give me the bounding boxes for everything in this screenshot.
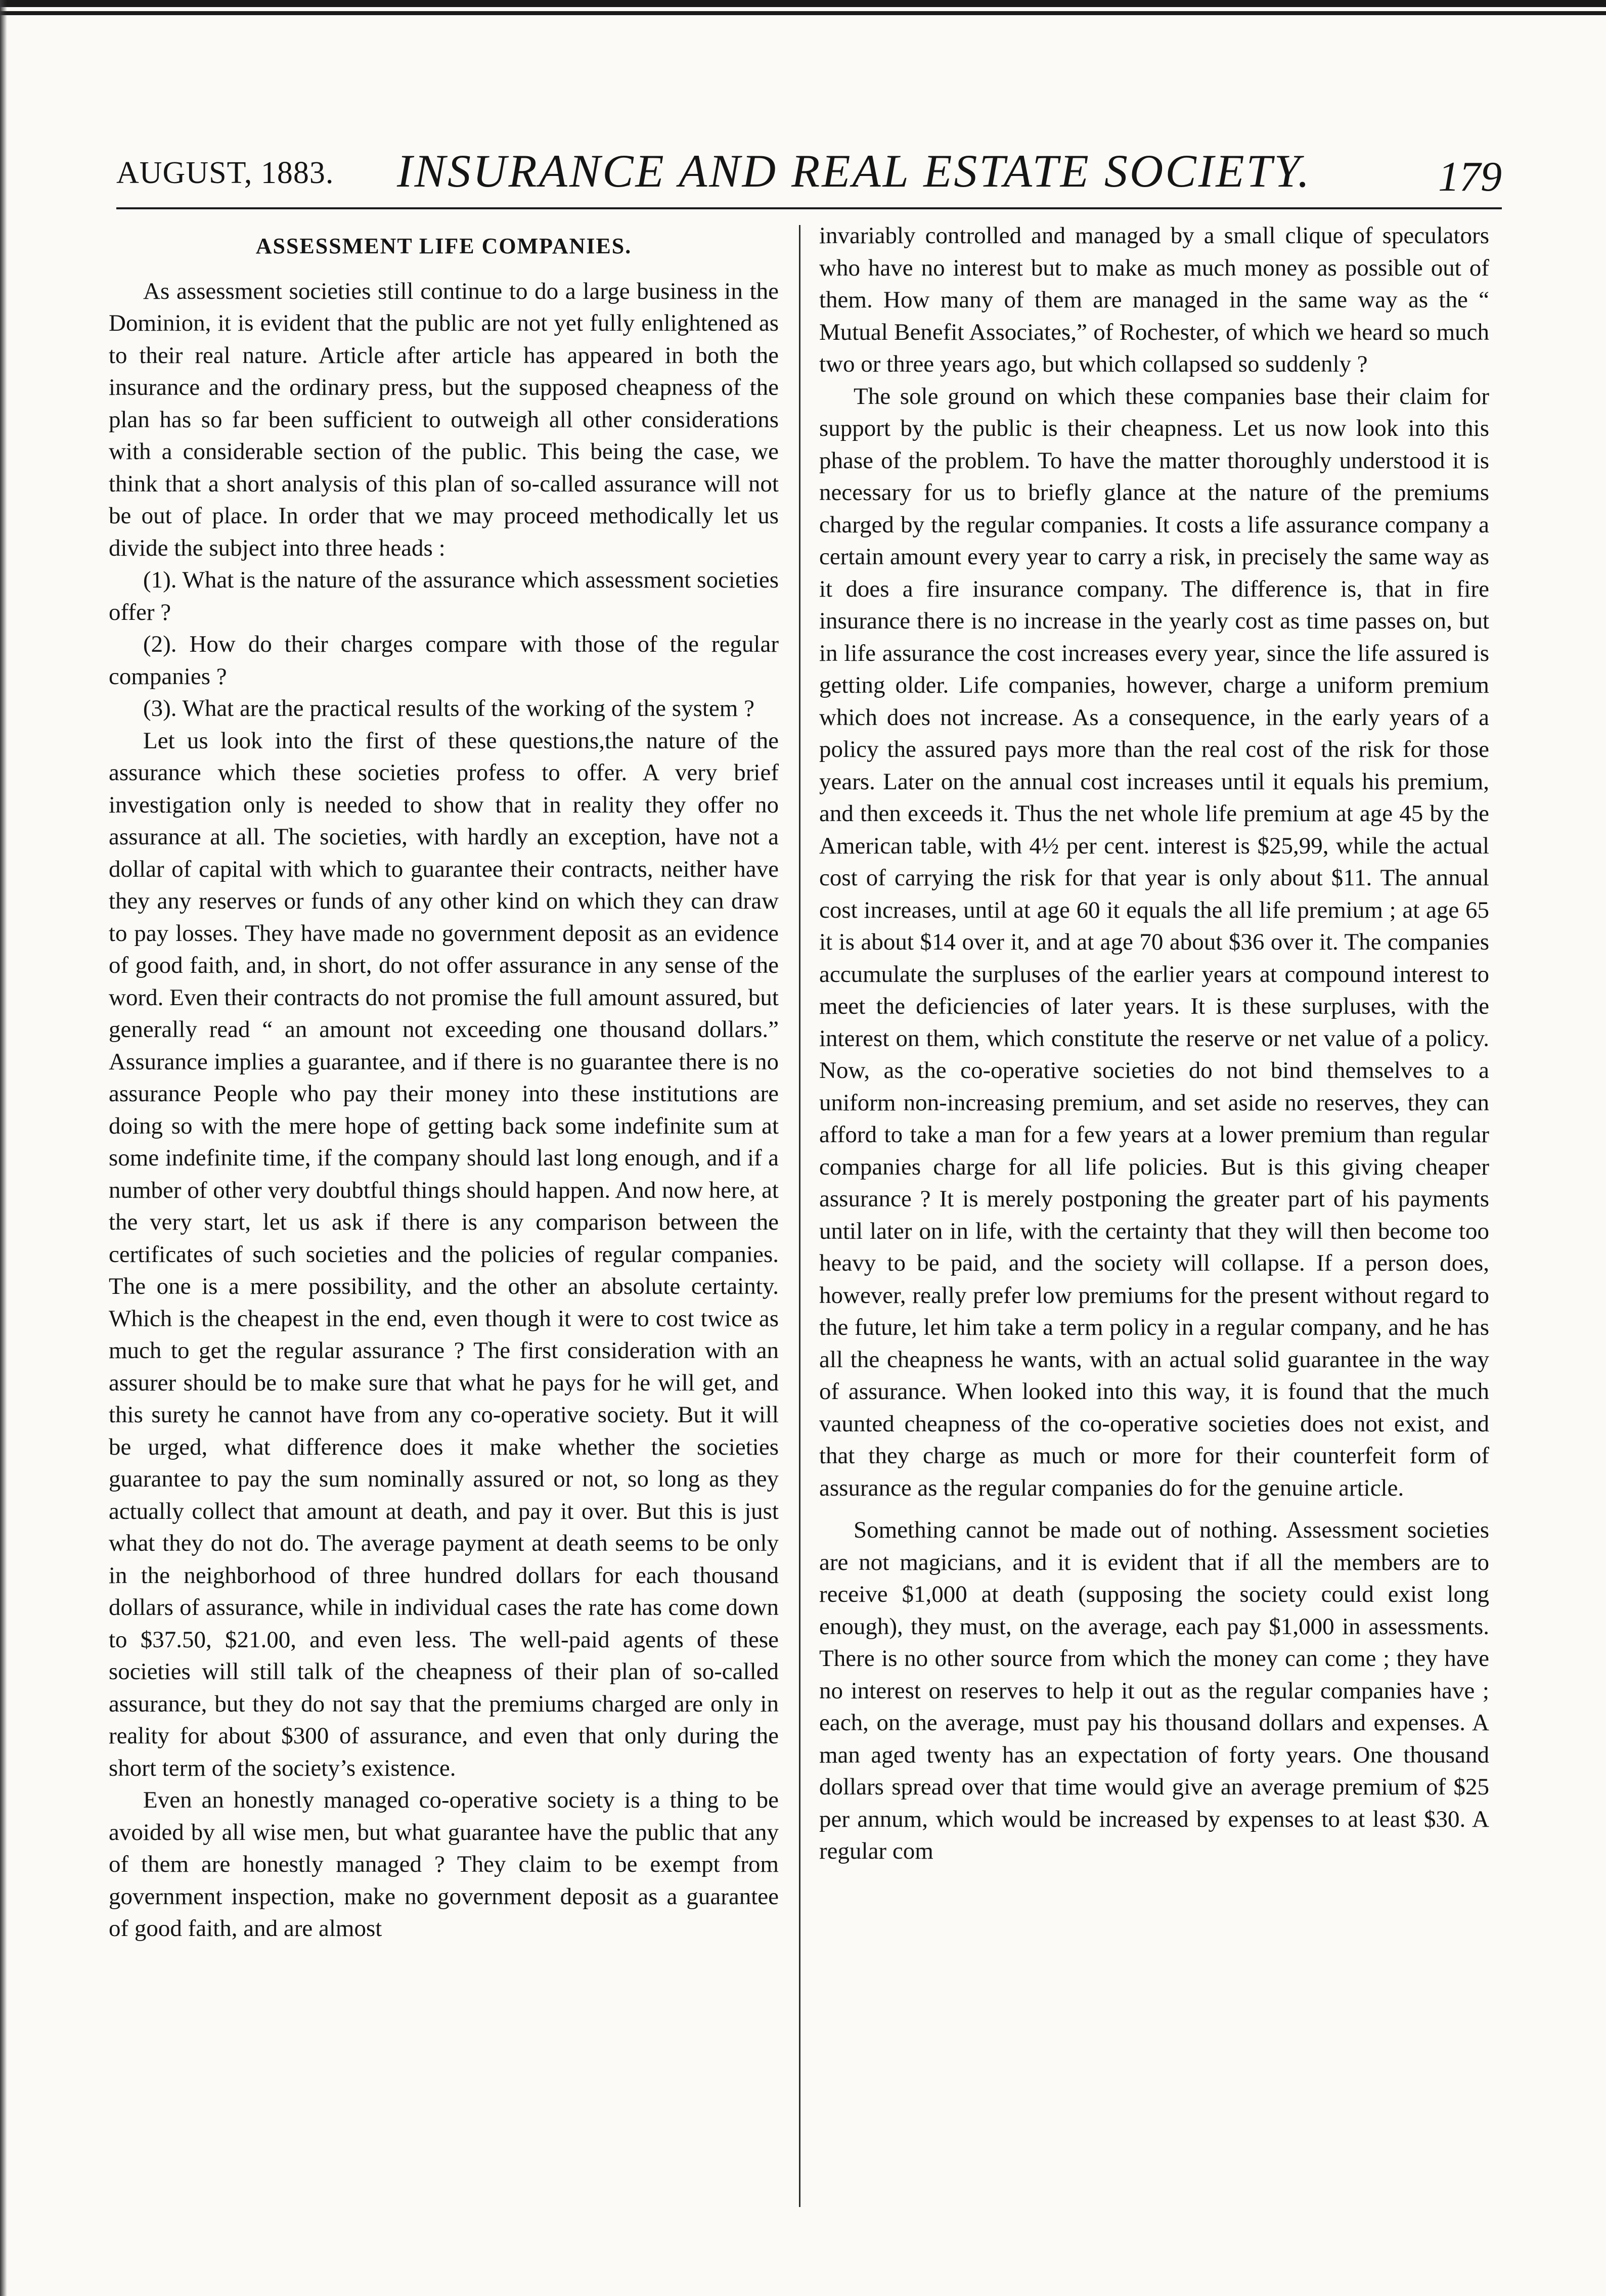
paragraph: The sole ground on which these companies base their claim for support by the public is their cheapness. Let us now look into this phase of the problem. To have the matter thoroughly understood it is necessary for us to briefly glance at the nature of the premiums charged by the regular companies. It costs a life assurance company a certain amount every year to carry a risk, in precisely the same way as it does a fire insurance company. The difference is, that in fire insurance there is no increase in the yearly cost as time passes on, but in life assurance the cost increases every year, since the life assured is getting older. Life companies, however, charge a uniform premium which does not increase. As a consequence, in the early years of a policy the assured pays more than the real cost of the risk for those years. Later on the annual cost increases until it equals his premium, and then exceeds it. Thus the net whole life premium at age 45 by the American table, with 4½ per cent. interest is $25,99, while the actual cost of carrying the risk for that year is only about $11. The annual cost increases, until at age 60 it equals the all life premium ; at age 65 it is about $14 over it, and at age 70 about $36 over it. The companies accumulate the surpluses of the earlier years at compound interest to meet the deficiencies of later years. It is these surpluses, with the interest on them, which constitute the reserve or net value of a policy. Now, as the co-operative societies do not bind themselves to a uniform non-increasing premium, and set aside no reserves, they can afford to take a man for a few years at a lower premium than regular companies charge for all life policies. But is this giving cheaper assurance ? It is merely postponing the greater part of his payments until later on in life, with the certainty that they will then become too heavy to be paid, and the society will collapse. If a person does, however, really prefer low premiums for the present without regard to the future, let him take a term policy in a regular company, and he has all the cheapness he wants, with an actual solid guarantee in the way of assurance. When looked into this way, it is found that the much vaunted cheapness of the co-operative societies does not exist, and that they charge as much or more for their counterfeit form of assurance as the regular companies do for the genuine article.: [819, 383, 1489, 1501]
question-item: (2). How do their charges compare with those of the regular companies ?: [109, 631, 779, 690]
question-item: (3). What are the practical results of the working of the system ?: [143, 695, 754, 722]
paragraph: Even an honestly managed co-operative society is a thing to be avoided by all wise men, but what guarantee have the public that any of them are honestly managed ? They claim to be exempt from government inspection, make no government deposit as a guarantee of good faith, and are almost: [109, 1787, 779, 1942]
article-title: ASSESSMENT LIFE COMPANIES.: [255, 234, 632, 258]
top-border-rule: [0, 0, 1606, 20]
header-rule: [116, 207, 1502, 209]
running-header: [116, 144, 1502, 220]
left-column: [109, 220, 779, 1945]
header-date: AUGUST, 1883.: [116, 156, 334, 190]
question-item: (1). What is the nature of the assurance which assessment societies offer ?: [109, 567, 779, 625]
journal-title: INSURANCE AND REAL ESTATE SOCIETY.: [397, 145, 1312, 197]
page-edge-shadow: [0, 0, 7, 2296]
column-divider: [799, 225, 800, 2207]
paragraph-continued: invariably controlled and managed by a small clique of speculators who have no interest but to make as much money as possible out of them. How many of them are managed in the same way as the “ Mutual Benefit Associates,” of Rochester, of which we heard so much two or three years ago, but which collapsed so suddenly ?: [819, 222, 1489, 377]
right-column: [819, 220, 1489, 1868]
paragraph: Let us look into the first of these questions,the nature of the assurance which these societies profess to offer. A very brief investigation only is needed to show that in reality they offer no assurance at all. The societies, with hardly an exception, have not a dollar of capital with which to guarantee their contracts, neither have they any reserves or funds of any other kind on which they can draw to pay losses. They have made no government deposit as an evidence of good faith, and, in short, do not offer assurance in any sense of the word. Even their contracts do not promise the full amount assured, but generally read “ an amount not exceeding one thousand dollars.” Assurance implies a guarantee, and if there is no guarantee there is no assurance People who pay their money into these institutions are doing so with the mere hope of getting back some indefinite sum at some indefinite time, if the company should last long enough, and if a number of other very doubtful things should happen. And now here, at the very start, let us ask if there is any comparison between the certificates of such societies and the policies of regular companies. The one is a mere possibility, and the other an absolute certainty. Which is the cheapest in the end, even though it were to cost twice as much to get the regular assurance ? The first consideration with an assurer should be to make sure that what he pays for he will get, and this surety he cannot have from any co-operative society. But it will be urged, what difference does it make whether the societies guarantee to pay the sum nominally assured or not, so long as they actually collect that amount at death, and pay it over. But this is just what they do not do. The average payment at death seems to be only in the neighborhood of three hundred dollars for each thousand dollars of assurance, while in individual cases the rate has come down to $37.50, $21.00, and even less. The well-paid agents of these societies will still talk of the cheapness of their plan of so-called assurance, but they do not say that the premiums charged are only in reality for about $300 of assurance, and even that only during the short term of the society’s existence.: [109, 727, 779, 1781]
paragraph: As assessment societies still continue to do a large business in the Dominion, it is evident that the public are not yet fully enlightened as to their real nature. Article after article has appeared in both the insurance and the ordinary press, but the supposed cheapness of the plan has so far been sufficient to outweigh all other considerations with a considerable section of the public. This being the case, we think that a short analysis of this plan of so-called assurance will not be out of place. In order that we may proceed methodically let us divide the subject into three heads :: [109, 278, 779, 561]
page-number: 179: [1438, 153, 1502, 200]
paragraph: Something cannot be made out of nothing. Assessment societies are not magicians, and it is evident that if all the members are to receive $1,000 at death (supposing the society could exist long enough), they must, on the average, each pay $1,000 in assessments. There is no other source from which the money can come ; they have no interest on reserves to help it out as the regular companies have ; each, on the average, must pay his thousand dollars and expenses. A man aged twenty has an expectation of forty years. One thousand dollars spread over that time would give an average premium of $25 per annum, which would be increased by expenses to at least $30. A regular com: [819, 1517, 1489, 1864]
